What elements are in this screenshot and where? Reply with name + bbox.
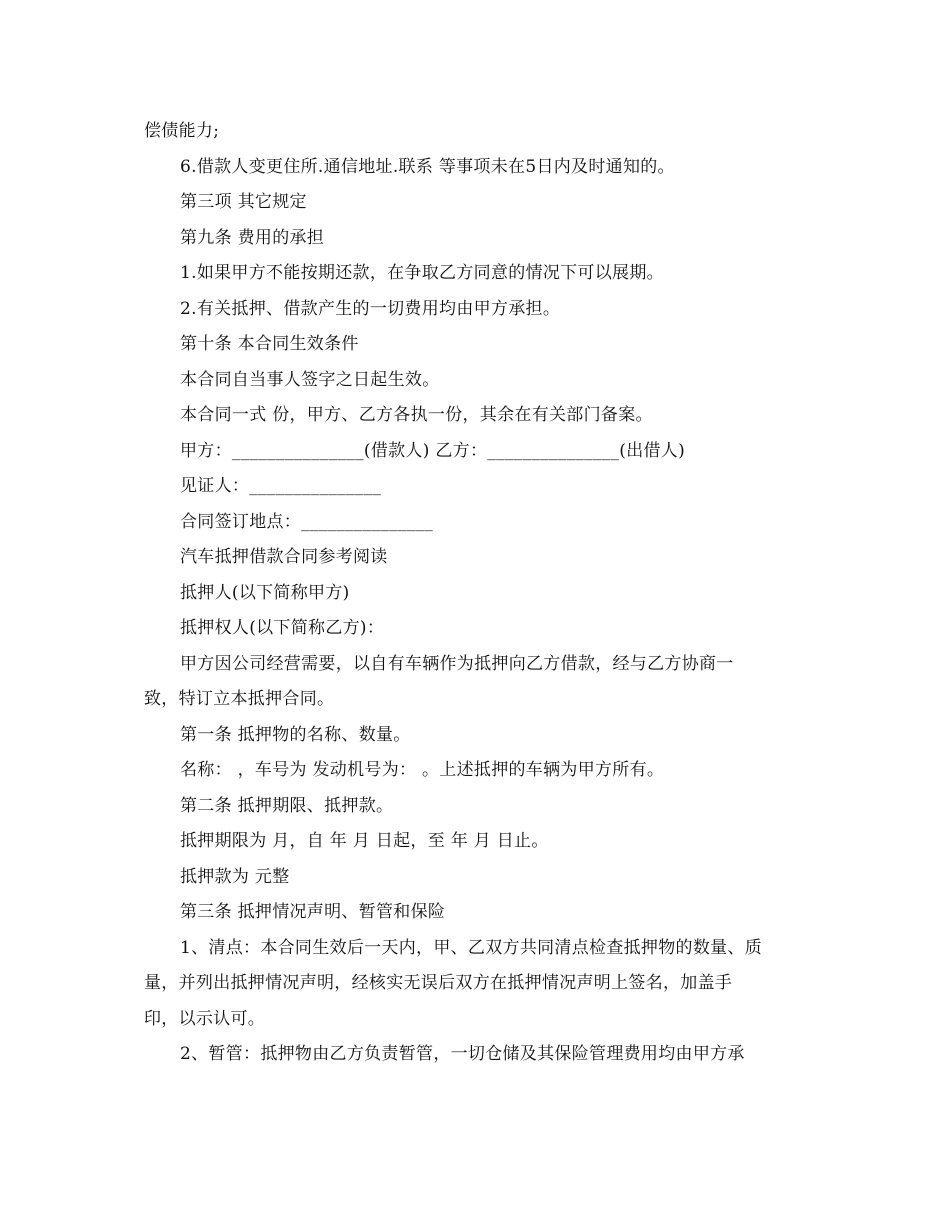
text-line: 2.有关抵押、借款产生的一切费用均由甲方承担。 <box>180 298 561 319</box>
document-subtitle: 汽车抵押借款合同参考阅读 <box>180 547 388 567</box>
article-heading: 第十条 本合同生效条件 <box>180 334 359 354</box>
text-line: 量，并列出抵押情况声明，经核实无误后双方在抵押情况声明上签名，加盖手 <box>144 973 733 993</box>
text-line: 本合同自当事人签字之日起生效。 <box>180 369 440 390</box>
article-heading: 第三条 抵押情况声明、暂管和保险 <box>180 902 446 922</box>
text-line: 抵押人(以下简称甲方) <box>180 582 350 603</box>
article-heading: 第一条 抵押物的名称、数量。 <box>180 724 411 745</box>
text-line: 名称： ，车号为 发动机号为： 。上述抵押的车辆为甲方所有。 <box>180 760 665 780</box>
text-line: 印，以示认可。 <box>144 1008 266 1029</box>
text-line: 本合同一式 份，甲方、乙方各执一份，其余在有关部门备案。 <box>180 405 653 425</box>
text-line: 2、暂管：抵押物由乙方负责暂管，一切仓储及其保险管理费用均由甲方承 <box>180 1044 745 1064</box>
text-line: 甲方因公司经营需要，以自有车辆作为抵押向乙方借款，经与乙方协商一 <box>180 653 734 674</box>
witness-line: 见证人：_______________ <box>180 476 382 496</box>
text-line: 抵押权人(以下简称乙方)： <box>180 618 385 638</box>
text-line: 6.借款人变更住所.通信地址.联系 等事项未在5日内及时通知的。 <box>180 156 675 177</box>
article-heading: 第九条 费用的承担 <box>180 227 325 248</box>
text-line: 偿债能力; <box>144 121 220 141</box>
text-line: 1、清点：本合同生效后一天内，甲、乙双方共同清点检查抵押物的数量、质 <box>180 937 763 958</box>
text-line: 致，特订立本抵押合同。 <box>144 689 335 709</box>
document-body <box>144 114 804 1073</box>
signature-line: 甲方：_______________(借款人) 乙方：_______________(出借人) <box>180 440 686 461</box>
text-line: 1.如果甲方不能按期还款，在争取乙方同意的情况下可以展期。 <box>180 263 664 283</box>
section-heading: 第三项 其它规定 <box>180 192 307 212</box>
signing-place-line: 合同签订地点：_______________ <box>180 511 434 532</box>
text-line: 抵押款为 元整 <box>180 866 290 887</box>
article-heading: 第二条 抵押期限、抵押款。 <box>180 795 394 816</box>
text-line: 抵押期限为 月，自 年 月 日起，至 年 月 日止。 <box>180 831 549 851</box>
